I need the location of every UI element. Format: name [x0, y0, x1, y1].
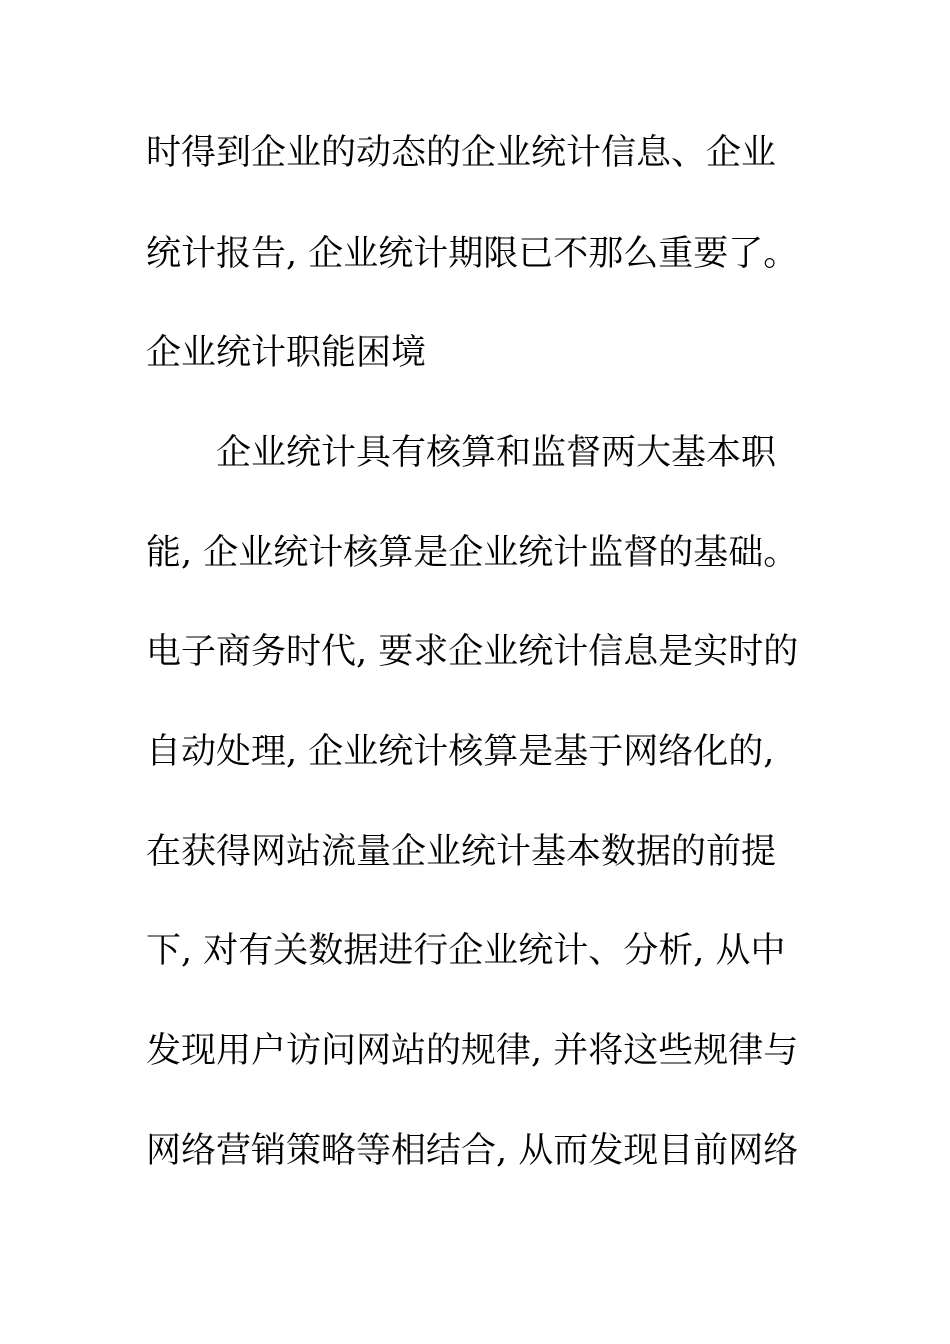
body-text-line: 能, 企业统计核算是企业统计监督的基础。 [146, 533, 799, 573]
paragraph-first-line: 企业统计具有核算和监督两大基本职 [216, 433, 777, 473]
body-text-line: 统计报告, 企业统计期限已不那么重要了。 [146, 234, 799, 274]
body-text-line: 电子商务时代, 要求企业统计信息是实时的 [146, 632, 799, 672]
body-text-line: 下, 对有关数据进行企业统计、分析, 从中 [146, 931, 786, 971]
body-text-line: 在获得网站流量企业统计基本数据的前提 [146, 832, 777, 872]
body-text-line: 发现用户访问网站的规律, 并将这些规律与 [146, 1031, 799, 1071]
body-text-line: 时得到企业的动态的企业统计信息、企业 [146, 133, 777, 173]
body-text-line: 网络营销策略等相结合, 从而发现目前网络 [146, 1131, 799, 1171]
section-heading: 企业统计职能困境 [146, 333, 427, 373]
body-text-line: 自动处理, 企业统计核算是基于网络化的, [146, 732, 775, 772]
